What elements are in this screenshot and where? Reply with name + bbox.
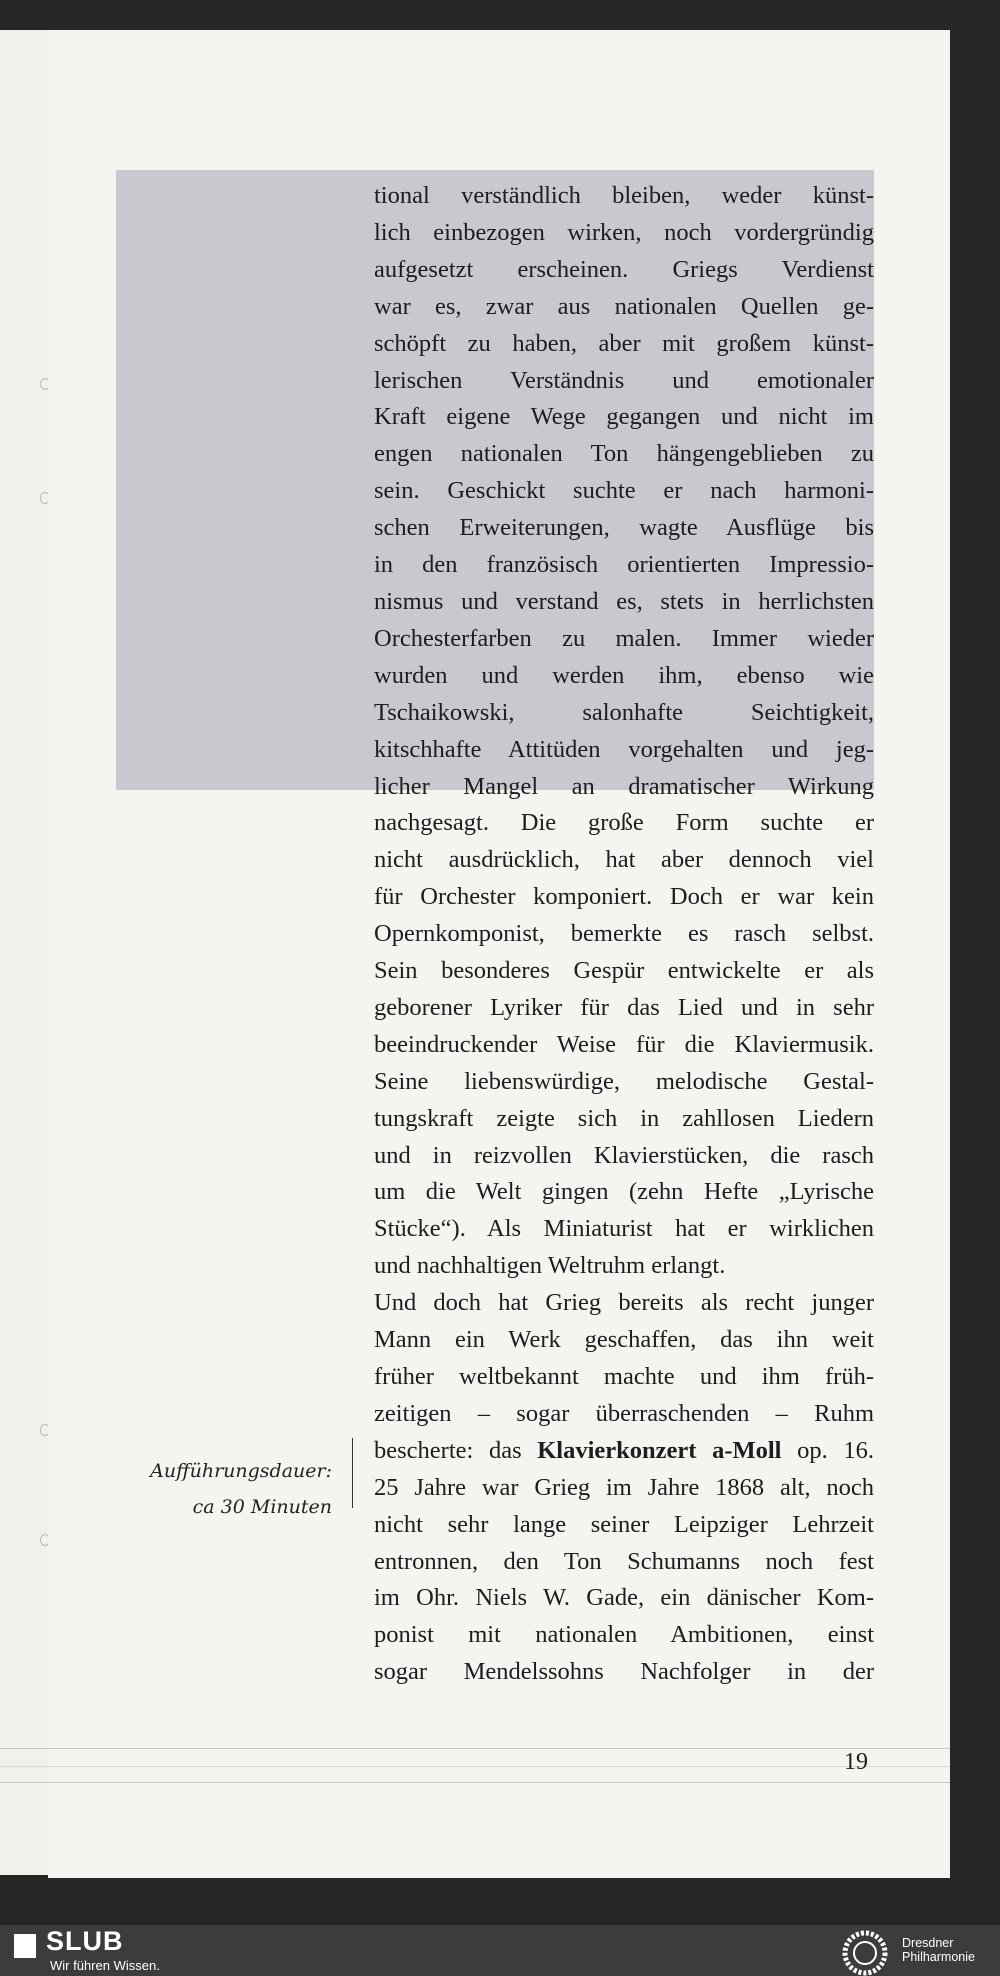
text-line: nicht ausdrücklich, hat aber dennoch viel: [374, 846, 874, 874]
text-line: lerischen Verständnis und emotionaler: [374, 366, 874, 394]
duration-label: Aufführungsdauer:: [150, 1460, 332, 1482]
text-line: nachgesagt. Die große Form suchte er: [374, 809, 874, 837]
text-line: Stücke“). Als Miniaturist hat er wirklichen: [374, 1215, 874, 1243]
text-line: entronnen, den Ton Schumanns noch fest: [374, 1547, 874, 1575]
bold-line: bescherte: das Klavierkonzert a-Moll op. 16.: [374, 1436, 874, 1464]
text-line: im Ohr. Niels W. Gade, ein dänischer Kom-: [374, 1584, 874, 1612]
text-line: Opernkomponist, bemerkte es rasch selbst.: [374, 920, 874, 948]
text-line: zeitigen – sogar überraschenden – Ruhm: [374, 1399, 874, 1427]
previous-page-edge: [0, 30, 49, 1875]
text-line: Sein besonderes Gespür entwickelte er als: [374, 957, 874, 985]
duration-value: ca 30 Minuten: [192, 1496, 332, 1518]
text-line: für Orchester komponiert. Doch er war kein: [374, 883, 874, 911]
philharmonie-logo-icon: [842, 1930, 888, 1976]
text-line: lich einbezogen wirken, noch vordergründig: [374, 218, 874, 246]
text-line: in den französisch orientierten Impressio-: [374, 551, 874, 579]
text-line: schen Erweiterungen, wagte Ausflüge bis: [374, 514, 874, 542]
work-title: Klavierkonzert a-Moll: [537, 1436, 782, 1464]
text-line: nismus und verstand es, stets in herrlichsten: [374, 587, 874, 615]
duration-caption: [150, 1453, 332, 1525]
text-line: 25 Jahre war Grieg im Jahre 1868 alt, noch: [374, 1473, 874, 1501]
body-text: [374, 178, 874, 1691]
caption-divider: [352, 1438, 353, 1508]
text-line: früher weltbekannt machte und ihm früh-: [374, 1363, 874, 1390]
footer-rule: [0, 1782, 950, 1783]
slub-brand[interactable]: SLUB: [46, 1926, 124, 1956]
text-line: und nachhaltigen Weltruhm erlangt.: [374, 1252, 726, 1280]
text-line: engen nationalen Ton hängengeblieben zu: [374, 440, 874, 468]
text-line: Und doch hat Grieg bereits als recht junger: [374, 1289, 874, 1317]
text-line: sein. Geschickt suchte er nach harmoni-: [374, 477, 874, 505]
text-line: licher Mangel an dramatischer Wirkung: [374, 772, 874, 800]
text-line: Kraft eigene Wege gegangen und nicht im: [374, 403, 874, 431]
slub-logo-icon: [14, 1934, 36, 1958]
text-line: tional verständlich bleiben, weder künst-: [374, 182, 874, 209]
text-line: aufgesetzt erscheinen. Griegs Verdienst: [374, 255, 874, 283]
text-line: tungskraft zeigte sich in zahllosen Liedern: [374, 1104, 874, 1132]
text-line: kitschhafte Attitüden vorgehalten und jeg-: [374, 735, 874, 763]
text-line: Orchesterfarben zu malen. Immer wieder: [374, 624, 874, 652]
text-line: und in reizvollen Klavierstücken, die rasch: [374, 1141, 874, 1169]
page-number: 19: [844, 1749, 868, 1775]
text-line: Tschaikowski, salonhafte Seichtigkeit,: [374, 698, 874, 726]
text-line: nicht sehr lange seiner Leipziger Lehrzeit: [374, 1510, 874, 1538]
footer-rule: [0, 1748, 950, 1749]
text-line: Mann ein Werk geschaffen, das ihn weit: [374, 1326, 874, 1354]
text-line: Seine liebenswürdige, melodische Gestal-: [374, 1067, 874, 1095]
text-line: wurden und werden ihm, ebenso wie: [374, 661, 874, 689]
text-line: sogar Mendelssohns Nachfolger in der: [374, 1658, 874, 1686]
text-line: um die Welt gingen (zehn Hefte „Lyrische: [374, 1178, 874, 1206]
slub-tagline: Wir führen Wissen.: [50, 1958, 160, 1973]
footer-rule: [0, 1766, 950, 1767]
partner-name[interactable]: Dresdner Philharmonie: [902, 1936, 975, 1964]
text-line: war es, zwar aus nationalen Quellen ge-: [374, 292, 874, 320]
text-line: schöpft zu haben, aber mit großem künst-: [374, 329, 874, 357]
text-line: beeindruckender Weise für die Klaviermusik.: [374, 1030, 874, 1058]
text-line: ponist mit nationalen Ambitionen, einst: [374, 1621, 874, 1649]
text-line: geborener Lyriker für das Lied und in sehr: [374, 993, 874, 1021]
